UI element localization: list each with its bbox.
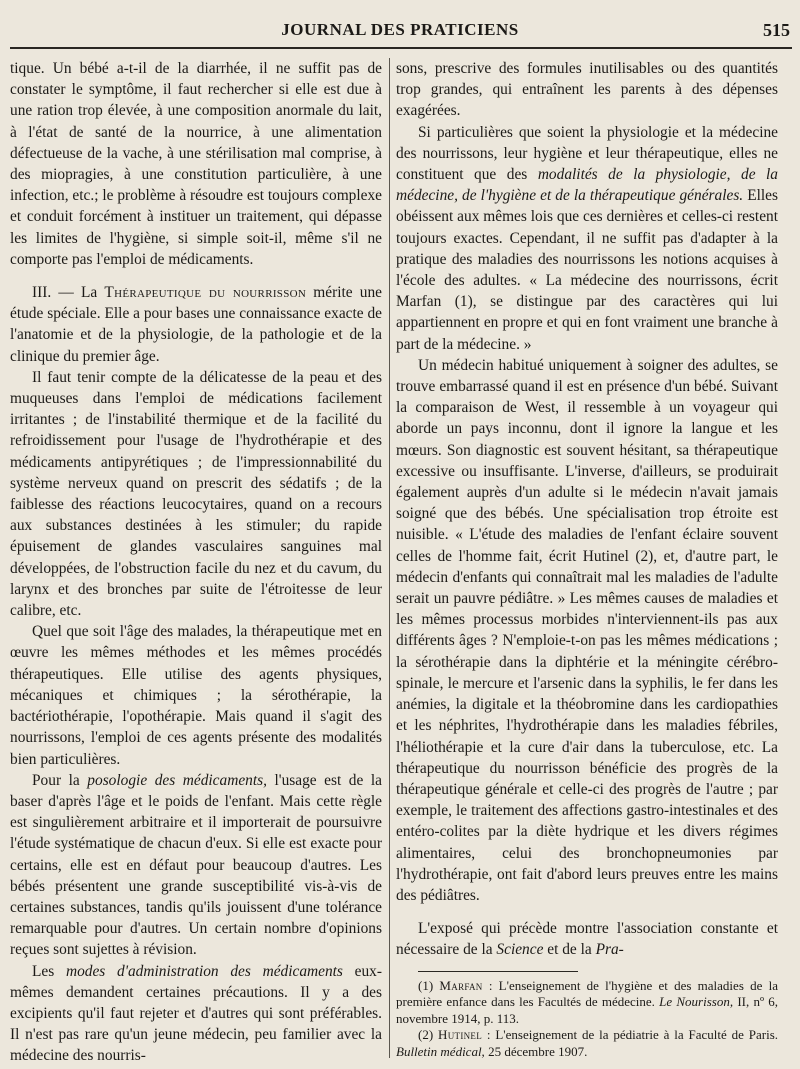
left-column bbox=[10, 58, 382, 1067]
right-column bbox=[396, 58, 778, 1060]
journal-title: JOURNAL DES PRATICIENS bbox=[281, 20, 519, 39]
closing-paragraph: L'exposé qui précède montre l'association constante et nécessaire de la Science et de la Pra- bbox=[396, 920, 778, 959]
column-divider bbox=[389, 58, 390, 1058]
footnote-rule bbox=[418, 971, 578, 972]
paragraph: Pour la posologie des médicaments, l'usage est de la baser d'après l'âge et le poids de l'enfant. Mais cette règle est singulièrement arbitraire et il importerait de poursuivre l'étude systématique de chacun d'eux. Si elle est exacte pour certains, elle est en défaut pour beaucoup d'autres. Les bébés présentent une grande susceptibilité vis-à-vis de certaines substances, tandis qu'ils jouissent d'une tolérance remarquable pour d'autres. Un certain nombre d'opinions reçues sont sujettes à révision. bbox=[10, 771, 382, 959]
continued-paragraph: sons, prescrive des formules inutilisables ou des quantités trop grandes, qui entraînent les parents à des dépenses exagérées. bbox=[396, 60, 778, 120]
footnote: (1) Marfan : L'enseignement de l'hygiène et des maladies de la première enfance dans les Facultés de médecine. Le Nourisson, II, nº 6, novembre 1914, p. 113. bbox=[396, 977, 778, 1026]
paragraph: Quel que soit l'âge des malades, la thérapeutique met en œuvre les mêmes méthodes et les mêmes procédés thérapeutiques. Elle utilise des agents physiques, mécaniques et chimiques ; la sérothérapie, la bactériothérapie, l'opothérapie. Mais quand il s'agit des nourrissons, l'emploi de ces agents présente des modalités bien particulières. bbox=[10, 623, 382, 768]
header-rule bbox=[10, 47, 792, 49]
page-number: 515 bbox=[763, 20, 790, 40]
footnote: (2) Hutinel : L'enseignement de la pédiatrie à la Faculté de Paris. Bulletin médical, 25 décembre 1907. bbox=[396, 1027, 778, 1059]
section-three-paragraph: III. — La Thérapeutique du nourrisson mérite une étude spéciale. Elle a pour bases une connaissance exacte de l'anatomie et de la physiologie, de la pathologie et de la clinique du premier âge. bbox=[10, 284, 383, 365]
paragraph: Un médecin habitué uniquement à soigner des adultes, se trouve embarrassé quand il est en présence d'un bébé. Suivant la comparaison de West, il ressemble à un voyageur qui aborde un pays inconnu, dont il ignore la langue et les mœurs. Son diagnostic est souvent hésitant, sa thérapeutique excessive ou insuffisante. L'inverse, d'ailleurs, se produirait également auprès d'un adulte si le médecin n'avait jamais soigné que des bébés. Une spécialisation trop étroite est nuisible. « L'étude des maladies de l'enfant éclaire souvent celles de l'homme fait, écrit Hutinel (2), et, d'autre part, le médecin d'enfants qui connaîtrait mal les maladies de l'adulte serait un pauvre pédiâtre. » Les mêmes causes de maladies et les mêmes processus morbides n'interviennent-ils pas aux différents âges ? N'emploie-t-on pas les mêmes médications ; la sérothérapie dans la diphtérie et la méningite cérébro-spinale, le mercure et l'arsenic dans la syphilis, le fer dans les anémies, la digitale et la théobromine dans les cardiopathies et les néphrites, l'hydrothérapie dans les maladies fébriles, l'héliothérapie et la cure d'air dans la tuberculose, etc. La thérapeutique du nourrisson bénéficie des progrès de la thérapeutique générale et celle-ci des progrès de l'autre ; par exemple, le traitement des affections gastro-intestinales et des entéro-colites par la diète hydrique et les divers régimes alimentaires, celui des bronchopneumonies par l'hydrothérapie, ont fait d'abord leurs preuves entre les mains des pédiâtres. bbox=[396, 356, 778, 904]
running-header bbox=[0, 20, 800, 46]
paragraph: Les modes d'administration des médicaments eux-mêmes demandent certaines précautions. Il y a des excipients qu'il faut rejeter et d'autres qui sont préférables. Il n'est pas rare qu'un jeune médecin, peu familier avec la médecine des nourris- bbox=[10, 962, 383, 1065]
paragraph: Il faut tenir compte de la délicatesse de la peau et des muqueuses dans l'emploi de médications facilement irritantes ; de l'instabilité thermique et de la facilité du refroidissement pour l'usage de l'hydrothérapie et des médicaments antipyrétiques ; de l'impressionnabilité du système nerveux quand on prescrit des sédatifs ; de la faiblesse des réactions leucocytaires, quand on a recours aux substances destinées à les stimuler; du rapide épuisement de glandes vasculaires sanguines mal développées, de l'obstruction facile du nez et du cavum, du larynx et des bronches par suite de l'étroitesse de leur calibre, etc. bbox=[10, 368, 382, 620]
section-heading: Thérapeutique du nourrisson bbox=[104, 284, 307, 302]
paragraph: Si particulières que soient la physiologie et la médecine des nourrissons, leur hygiène et leur thérapeutique, elles ne constituent que des modalités de la physiologie, de la médecine, de l'hygiène et de la thérapeutique générales. Elles obéissent aux mêmes lois que ces dernières et celles-ci restent toujours exactes. Cependant, il ne suffit pas d'adapter à la pratique des maladies des nourrissons les notions acquises à l'école des adultes. « La médecine des nourrissons, écrit Marfan (1), se distingue par des caractères qui lui appartiennent en propre et qui en font vraiment une branche à part de la médecine. » bbox=[396, 123, 779, 353]
continued-paragraph: tique. Un bébé a-t-il de la diarrhée, il ne suffit pas de constater le symptôme, il faut rechercher si elle est due à une ration trop élevée, à une composition anormale du lait, à l'état de santé de la nourrice, à une alimentation défectueuse de la vache, à une stérilisation mal comprise, à des miopragies, à une constitution particulière, à une infection, etc.; le problème à résoudre est toujours complexe et conduit forcément à instituer un traitement, qui dépasse les limites de l'hygiène, si simple soit-il, même s'il ne comporte pas l'emploi de médicaments. bbox=[10, 60, 382, 268]
